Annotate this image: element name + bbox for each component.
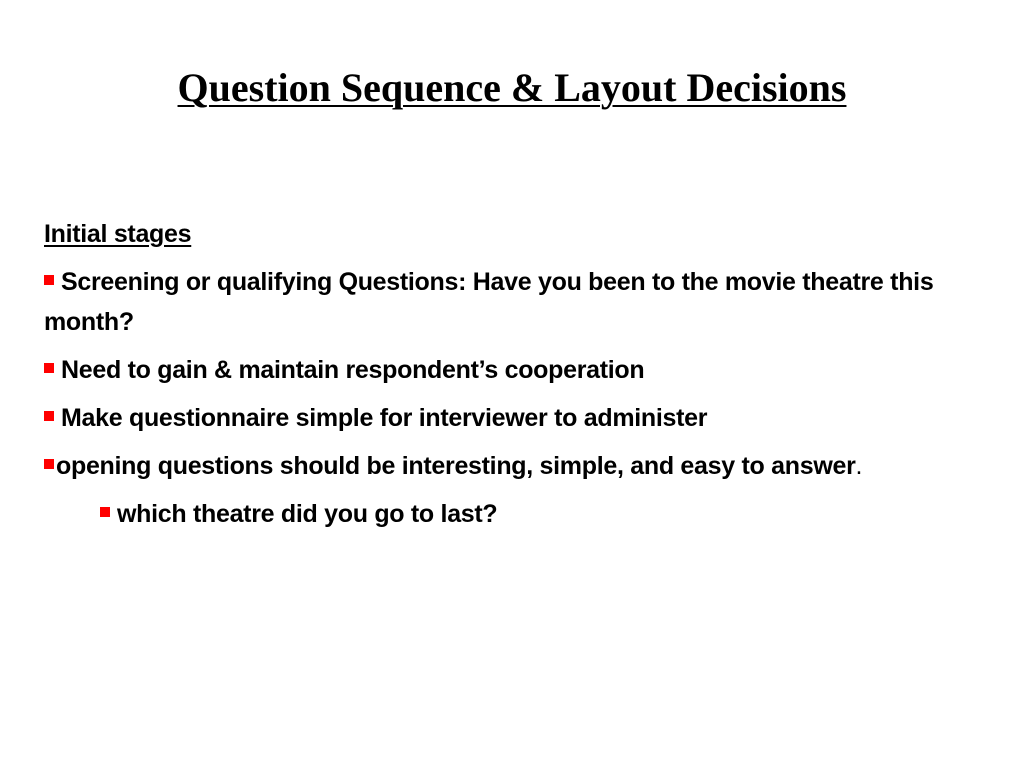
bullet-text: Need to gain & maintain respondent’s cooperation bbox=[61, 356, 645, 384]
red-square-bullet-icon bbox=[44, 275, 54, 285]
red-square-bullet-icon bbox=[44, 411, 54, 421]
bullet-item bbox=[44, 350, 974, 390]
red-square-bullet-icon bbox=[44, 363, 54, 373]
bullet-text: Make questionnaire simple for interviewer to administer bbox=[61, 404, 708, 432]
bullet-text: Screening or qualifying Questions: Have you been to the movie theatre this month? bbox=[44, 268, 934, 336]
slide-content bbox=[44, 216, 974, 542]
bullet-text: opening questions should be interesting, simple, and easy to answer bbox=[56, 452, 856, 480]
sub-bullet-item bbox=[100, 494, 974, 534]
bullet-item bbox=[44, 446, 974, 486]
bullet-item bbox=[44, 262, 974, 342]
bullet-text: which theatre did you go to last? bbox=[117, 500, 498, 528]
bullet-suffix: . bbox=[855, 452, 863, 480]
subheading: Initial stages bbox=[44, 220, 192, 248]
red-square-bullet-icon bbox=[100, 507, 110, 517]
slide-title: Question Sequence & Layout Decisions bbox=[177, 65, 847, 110]
red-square-bullet-icon bbox=[44, 459, 54, 469]
bullet-item bbox=[44, 398, 974, 438]
